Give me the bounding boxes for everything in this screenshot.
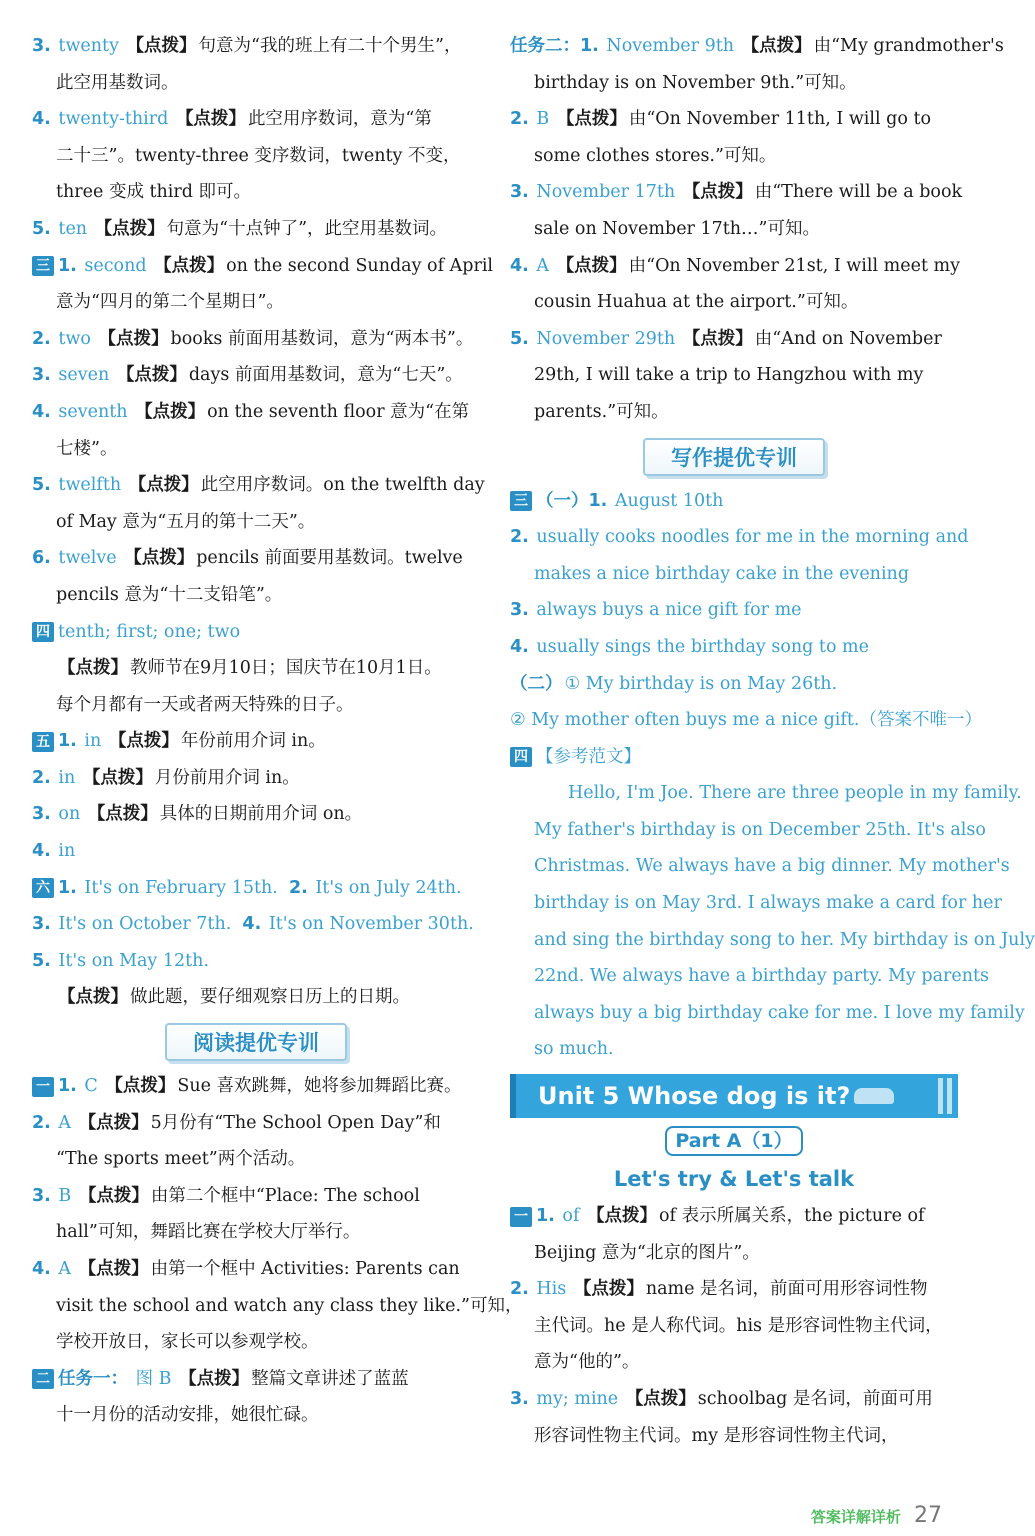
answer-line: pencils 意为“十二支铅笔”。 <box>56 584 283 605</box>
answer-line: 任务二：1. November 9th 【点拨】 由“My grandmother's <box>510 36 1004 56</box>
answer-line: birthday is on November 9th.”可知。 <box>534 72 857 93</box>
essay-line: and sing the birthday song to her. My birthday is on July <box>534 929 1035 950</box>
answer-line: 此空用基数词。 <box>56 72 179 93</box>
answer-line: 3. twenty 【点拨】 句意为“我的班上有二十个男生”， <box>32 36 462 56</box>
answer-line: some clothes stores.”可知。 <box>534 145 777 166</box>
answer-line: visit the school and watch any class they like.”可知， <box>56 1295 523 1316</box>
section-number-icon: 五 <box>32 732 54 752</box>
answer-line: 2. usually cooks noodles for me in the morning and <box>510 527 969 548</box>
answer-line: hall”可知，舞蹈比赛在学校大厅举行。 <box>56 1222 361 1243</box>
right-column <box>510 28 1035 1454</box>
essay-line: so much. <box>534 1039 614 1060</box>
answer-line: 形容词性物主代词。my 是形容词性物主代词， <box>534 1425 899 1446</box>
part-label: Part A（1） <box>510 1124 958 1160</box>
banner-stripes-icon <box>934 1078 952 1128</box>
answer-line: 2. A 【点拨】 5月份有“The School Open Day”和 <box>32 1112 441 1133</box>
essay-line: My father's birthday is on December 25th. It's also <box>534 819 986 840</box>
page-footer <box>811 1503 942 1528</box>
lesson-subtitle: Let's try & Let's talk <box>613 1167 855 1192</box>
answer-line: 6. twelve 【点拨】 pencils 前面要用基数词。twelve <box>32 548 463 569</box>
answer-line: 五 1. in 【点拨】 年份前用介词 in。 <box>32 723 480 760</box>
answer-line: Beijing 意为“北京的图片”。 <box>534 1242 760 1263</box>
essay-line: Hello, I'm Joe. There are three people in my family. <box>568 783 1022 804</box>
answer-line: 【点拨】 教师节在9月10日；国庆节在10月1日。 <box>58 658 442 679</box>
section-number-icon: 一 <box>510 1207 532 1227</box>
answer-line: 意为“他的”。 <box>534 1352 640 1373</box>
answer-line: “The sports meet”两个活动。 <box>56 1149 306 1170</box>
answer-line: 3. my; mine 【点拨】 schoolbag 是名词，前面可用 <box>510 1389 933 1409</box>
answer-line: 3. It's on October 7th. 4. It's on November 30th. <box>32 914 474 935</box>
answer-line: 每个月都有一天或者两天特殊的日子。 <box>56 694 354 715</box>
essay-line: 22nd. We always have a birthday party. My parents <box>534 966 990 987</box>
answer-line: 4. seventh 【点拨】 on the seventh floor 意为“在第 <box>32 401 470 422</box>
answer-line: 2. B 【点拨】 由“On November 11th, I will go to <box>510 109 932 130</box>
answer-line: 六 1. It's on February 15th. 2. It's on July 24th. <box>32 870 480 907</box>
section-number-icon: 三 <box>510 491 532 511</box>
answer-line: 2. in 【点拨】 月份前用介词 in。 <box>32 767 300 788</box>
answer-line: 2. two 【点拨】 books 前面用基数词，意为“两本书”。 <box>32 328 474 349</box>
page-number: 27 <box>914 1503 942 1528</box>
answer-line: 4. A 【点拨】 由“On November 21st, I will meet my <box>510 255 961 276</box>
answer-line: 一 1. C 【点拨】 Sue 喜欢跳舞，她将参加舞蹈比赛。 <box>32 1068 480 1105</box>
section-number-icon: 一 <box>32 1077 54 1097</box>
answer-line: （二） ① My birthday is on May 26th. <box>510 673 838 694</box>
answer-line: of May 意为“五月的第十二天”。 <box>56 511 316 532</box>
footer-label: 答案详解详析 <box>810 1508 901 1526</box>
answer-line: 5. ten 【点拨】 句意为“十点钟了”，此空用基数词。 <box>32 218 448 239</box>
answer-line: 4. usually sings the birthday song to me <box>510 636 870 657</box>
answer-line: 5. November 29th 【点拨】 由“And on November <box>510 328 942 349</box>
section-number-icon: 三 <box>32 256 54 276</box>
answer-line: 【点拨】 做此题，要仔细观察日历上的日期。 <box>58 987 410 1008</box>
essay-line: always buy a big birthday cake for me. I love my family <box>534 1002 1025 1023</box>
answer-line: sale on November 17th…”可知。 <box>534 218 820 239</box>
answer-line: 学校开放日，家长可以参观学校。 <box>56 1332 319 1353</box>
answer-line: 29th, I will take a trip to Hangzhou with my <box>534 365 924 386</box>
section-number-icon: 六 <box>32 878 54 898</box>
section-number-icon: 四 <box>510 747 532 767</box>
answer-line: 4. twenty-third 【点拨】 此空用序数词，意为“第 <box>32 109 432 130</box>
unit-title: Unit 5 Whose dog is it? <box>538 1082 851 1111</box>
answer-line: 四 【参考范文】 <box>510 739 958 776</box>
unit-banner <box>510 1074 958 1118</box>
car-icon <box>854 1088 894 1104</box>
answer-line: 3. on 【点拨】 具体的日期前用介词 on。 <box>32 804 363 825</box>
answer-line: 二十三”。twenty-three 变序数词，twenty 不变， <box>56 145 461 166</box>
answer-line: 一 1. of 【点拨】 of 表示所属关系，the picture of <box>510 1198 958 1235</box>
answer-line: 七楼”。 <box>56 438 118 459</box>
essay-line: birthday is on May 3rd. I always make a card for her <box>534 893 1002 914</box>
answer-line: 3. B 【点拨】 由第二个框中“Place: The school <box>32 1185 420 1206</box>
section-banner-reading: 阅读提优专训 <box>32 1016 480 1068</box>
answer-line: 二 任务一： 图 B 【点拨】 整篇文章讲述了蓝蓝 <box>32 1361 480 1398</box>
answer-line: 4. in <box>32 841 76 862</box>
answer-line: cousin Huahua at the airport.”可知。 <box>534 292 859 313</box>
answer-line: makes a nice birthday cake in the evening <box>534 563 910 584</box>
left-column <box>32 28 523 1434</box>
answer-line: 意为“四月的第二个星期日”。 <box>56 292 284 313</box>
section-banner-writing: 写作提优专训 <box>510 431 958 483</box>
answer-line: 5. It's on May 12th. <box>32 950 210 971</box>
answer-line: 2. His 【点拨】 name 是名词，前面可用形容词性物 <box>510 1279 928 1300</box>
section-number-icon: 二 <box>32 1369 54 1389</box>
answer-line: three 变成 third 即可。 <box>56 182 252 203</box>
answer-line: 主代词。he 是人称代词。his 是形容词性物主代词， <box>534 1315 943 1336</box>
answer-line: 三 1. second 【点拨】 on the second Sunday of April <box>32 248 480 285</box>
section-number-icon: 四 <box>32 622 54 642</box>
answer-line: 三 （一）1. August 10th <box>510 483 958 520</box>
essay-line: Christmas. We always have a big dinner. My mother's <box>534 856 1010 877</box>
answer-line: 3. always buys a nice gift for me <box>510 600 802 621</box>
answer-line: 十一月份的活动安排，她很忙碌。 <box>56 1405 319 1426</box>
answer-line: 4. A 【点拨】 由第一个框中 Activities: Parents can <box>32 1259 460 1279</box>
answer-line: ② My mother often buys me a nice gift.（答案不唯一） <box>510 710 982 731</box>
answer-line: 3. seven 【点拨】 days 前面用基数词，意为“七天”。 <box>32 365 463 386</box>
answer-line: parents.”可知。 <box>534 401 669 422</box>
answer-line: 5. twelfth 【点拨】 此空用序数词。on the twelfth day <box>32 475 485 496</box>
answer-line: 3. November 17th 【点拨】 由“There will be a book <box>510 182 963 203</box>
answer-line: 四 tenth; first; one; two <box>32 614 480 651</box>
